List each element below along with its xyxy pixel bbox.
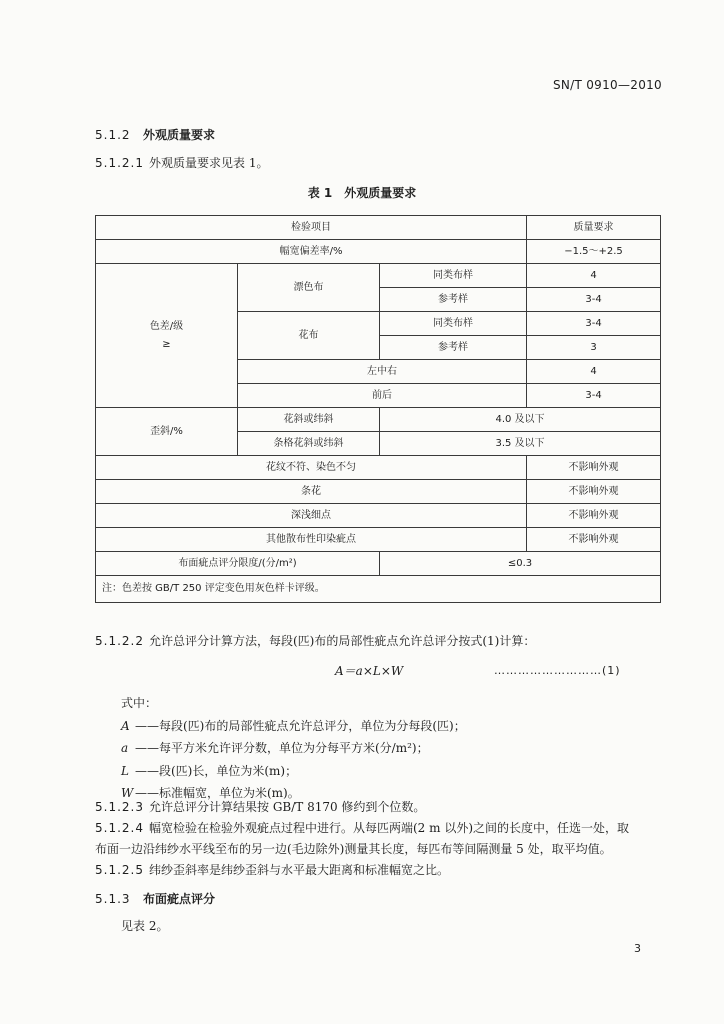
definition-text: ——标准幅宽，单位为米(m)。 [135,786,300,800]
width-deviation-value: −1.5～+2.5 [527,240,661,264]
variable-definitions [121,692,466,805]
section-title: 布面疵点评分 [143,892,216,906]
definitions-intro: 式中： [121,696,158,710]
defect-limit-value: ≤0.3 [380,552,661,576]
stripe-skew-label: 条格花斜或纬斜 [238,432,380,456]
color-difference-label [96,264,238,408]
definition-symbol: W [121,786,134,800]
definition-item [121,737,466,760]
color-diff-text: 色差/级 [149,320,184,332]
pattern-skew-label: 花斜或纬斜 [238,408,380,432]
section-5-1-2-heading [95,126,215,143]
section-5-1-2-1 [95,154,268,171]
section-number: 5.1.2.1 [95,156,144,170]
section-5-1-2-4 [95,819,629,836]
printed-cloth-label: 花布 [238,312,380,360]
front-back-label: 前后 [238,384,527,408]
table-note-row [96,576,661,603]
definition-text: ——每平方米允许评分数，单位为分每平方米(分/m²)； [135,741,429,755]
bleached-cloth-label: 漂色布 [238,264,380,312]
table-note: 注：色差按 GB/T 250 评定变色用灰色样卡评级。 [96,576,661,603]
cell-value: 不影响外观 [527,456,661,480]
paragraph-text: 外观质量要求见表 1。 [149,156,269,170]
table-row [96,456,661,480]
table-header-row [96,216,661,240]
definition-text: ——每段(匹)布的局部性疵点允许总评分，单位为分每段(匹)； [135,718,466,733]
cell-value: 4.0 及以下 [380,408,661,432]
same-sample-label: 同类布样 [380,264,527,288]
paragraph-text: 允许总评分计算结果按 GB/T 8170 修约到个位数。 [149,800,426,814]
definition-symbol: a [121,741,129,755]
table-1-title: 表 1 外观质量要求 [307,186,417,200]
section-5-1-3-heading [95,890,215,907]
appearance-quality-table [95,215,661,603]
section-number: 5.1.2.4 [95,821,144,835]
section-number: 5.1.2 [95,128,131,142]
table-row [96,552,661,576]
table-row [96,528,661,552]
cell-value: 3.5 及以下 [380,432,661,456]
definition-symbol: L [121,763,129,778]
section-number: 5.1.2.3 [95,800,144,814]
formula-number: ………………………(1) [494,664,621,677]
standard-code: SN/T 0910—2010 [552,78,662,92]
section-number: 5.1.2.5 [95,863,144,877]
cell-value: 4 [527,264,661,288]
definition-symbol: A [121,718,130,733]
section-5-1-2-4-continued: 布面一边沿纬纱水平线至布的另一边(毛边除外)测量其长度，每匹布等间隔测量 5 处，取平均值。 [95,842,612,856]
cell-value: 不影响外观 [527,528,661,552]
cell-value: 不影响外观 [527,504,661,528]
section-5-1-2-2 [95,632,535,649]
header-requirement: 质量要求 [527,216,661,240]
definition-item [121,715,466,738]
misc-label: 深浅细点 [96,504,527,528]
section-number: 5.1.3 [95,892,131,906]
section-title: 外观质量要求 [143,128,216,142]
gte-symbol: ≥ [162,338,171,350]
misc-label: 条花 [96,480,527,504]
left-mid-right-label: 左中右 [238,360,527,384]
header-item: 检验项目 [96,216,527,240]
skew-label: 歪斜/% [96,408,238,456]
table-row [96,264,661,288]
same-sample-label: 同类布样 [380,312,527,336]
cell-value: 3-4 [527,288,661,312]
misc-label: 花纹不符、染色不匀 [96,456,527,480]
table-row [96,504,661,528]
see-table-2: 见表 2。 [121,919,169,933]
page-number: 3 [634,942,641,955]
paragraph-text: 幅宽检验在检验外观疵点过程中进行。从每匹两端(2 m 以外)之间的长度中，任选一处，取 [149,821,630,835]
cell-value: 3-4 [527,312,661,336]
table-row [96,408,661,432]
section-5-1-2-3 [95,798,425,815]
cell-value: 3-4 [527,384,661,408]
definition-text: ——段(匹)长，单位为米(m)； [135,763,298,778]
reference-sample-label: 参考样 [380,288,527,312]
section-5-1-2-5 [95,861,449,878]
definition-item [121,760,466,783]
table-row [96,240,661,264]
width-deviation-label: 幅宽偏差率/% [96,240,527,264]
cell-value: 3 [527,336,661,360]
cell-value: 不影响外观 [527,480,661,504]
formula: A＝a×L×W [335,664,404,678]
table-row [96,480,661,504]
defect-limit-label: 布面疵点评分限度/(分/m²) [96,552,380,576]
cell-value: 4 [527,360,661,384]
reference-sample-label: 参考样 [380,336,527,360]
paragraph-text: 纬纱歪斜率是纬纱歪斜与水平最大距离和标准幅宽之比。 [149,863,450,877]
misc-label: 其他散布性印染疵点 [96,528,527,552]
paragraph-text: 允许总评分计算方法，每段(匹)布的局部性疵点允许总评分按式(1)计算： [149,634,536,648]
section-number: 5.1.2.2 [95,634,144,648]
